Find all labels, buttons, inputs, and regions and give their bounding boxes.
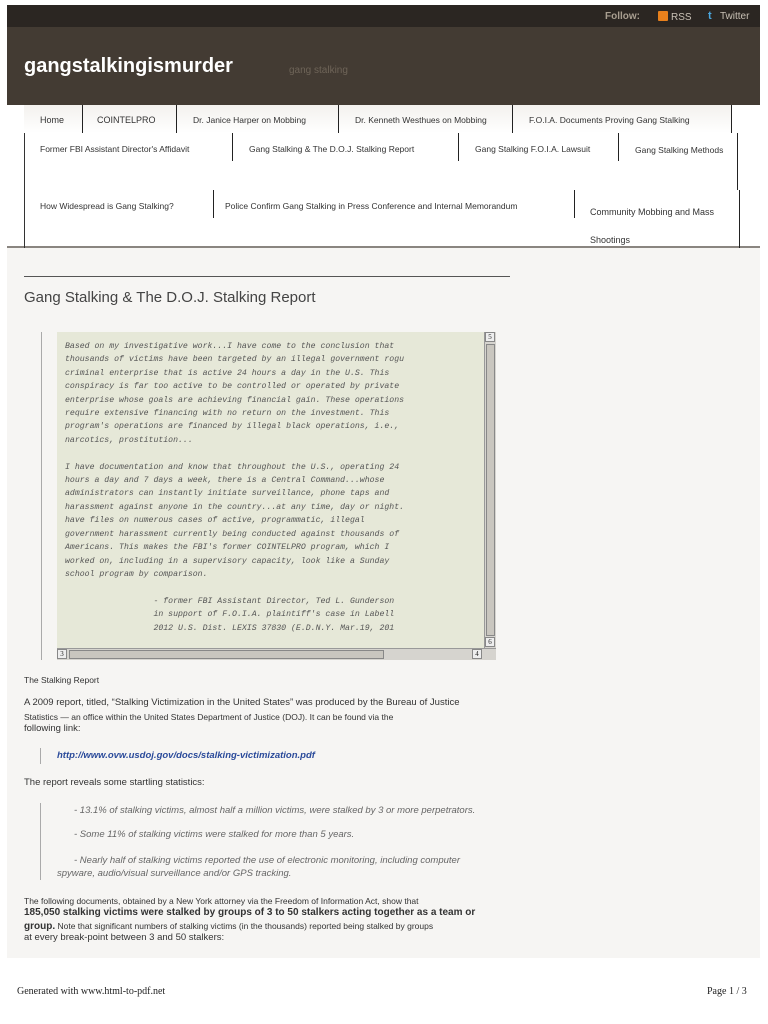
footer-generated: Generated with www.html-to-pdf.net (17, 986, 166, 997)
para3-line1: The following documents, obtained by a New York attorney via the Freedom of Information Act, show that (24, 896, 419, 906)
nav-how-widespread[interactable]: How Widespread is Gang Stalking? (24, 190, 214, 218)
nav-janice-harper[interactable]: Dr. Janice Harper on Mobbing (177, 105, 339, 133)
nav-cointelpro[interactable]: COINTELPRO (83, 105, 177, 133)
title-divider (24, 276, 510, 277)
nav-kenneth-westhues[interactable]: Dr. Kenneth Westhues on Mobbing (339, 105, 513, 133)
stats-quote-border (40, 803, 41, 880)
scroll-down-button[interactable]: 6 (485, 637, 495, 647)
rss-link[interactable] (658, 11, 692, 23)
twitter-icon: t (708, 10, 712, 22)
page-title: Gang Stalking & The D.O.J. Stalking Report (24, 289, 316, 306)
nav-foia-lawsuit[interactable]: Gang Stalking F.O.I.A. Lawsuit (459, 133, 619, 161)
para1-line1: A 2009 report, titled, “Stalking Victimization in the United States” was produced by the Bureau of Justice (24, 697, 460, 708)
follow-label: Follow: (605, 11, 640, 22)
twitter-link[interactable] (708, 11, 749, 22)
rss-icon (658, 11, 668, 21)
para3-line2: 185,050 stalking victims were stalked by groups of 3 to 50 stalkers acting together as a team or (24, 907, 476, 918)
horizontal-scrollbar[interactable] (57, 648, 496, 660)
nav-fbi-affidavit[interactable]: Former FBI Assistant Director's Affidavit (24, 133, 233, 161)
nav-stalking-methods[interactable]: Gang Stalking Methods (619, 133, 738, 190)
nav-doj-report[interactable]: Gang Stalking & The D.O.J. Stalking Report (233, 133, 459, 161)
twitter-label: Twitter (720, 11, 750, 22)
top-bar (7, 5, 760, 27)
report-link[interactable]: http://www.ovw.usdoj.gov/docs/stalking-victimization.pdf (57, 750, 315, 761)
scroll-left-button[interactable]: 3 (57, 649, 67, 659)
stat-item: - Nearly half of stalking victims reported the use of electronic monitoring, including computer (74, 855, 460, 866)
main-nav (7, 105, 760, 248)
para1-line3: following link: (24, 723, 81, 734)
quote-border (41, 332, 42, 660)
site-title[interactable]: gangstalkingismurder (24, 55, 233, 77)
stat-item: - Some 11% of stalking victims were stalked for more than 5 years. (74, 829, 355, 840)
footer-page-number: Page 1 / 3 (707, 986, 747, 997)
para3-line4: at every break-point between 3 and 50 stalkers: (24, 932, 225, 943)
stat-item: - 13.1% of stalking victims, almost half a million victims, were stalked by 3 or more perpetrators. (74, 805, 476, 816)
horizontal-scroll-thumb[interactable] (69, 650, 384, 659)
nav-police-confirm[interactable]: Police Confirm Gang Stalking in Press Conference and Internal Memorandum (214, 190, 575, 218)
nav-community-mobbing[interactable]: Community Mobbing and Mass Shootings (575, 190, 740, 248)
vertical-scrollbar[interactable] (484, 332, 496, 648)
stat-item: spyware, audio/visual surveillance and/or GPS tracking. (57, 868, 292, 879)
section-heading: The Stalking Report (24, 675, 100, 685)
rss-label: RSS (671, 12, 692, 23)
site-header (7, 27, 760, 105)
quote-box: Based on my investigative work...I have come to the conclusion that thousands of victims have been targeted by an illegal government rogu criminal enterprise that is active 24 hours a day in the U.S. This conspiracy is far too active to be controlled or operated by private enterprise whose goals are achieving financial gain. These operations require extensive financing with no return on the investment. This program's operations are financed by illegal black operations, i.e., narcotics, prostitution... I have documentation and know that throughout the U.S., operating 24 hours a day and 7 days a week, there is a Central Command...whose administrators can instantly initiate surveillance, phone taps and harassment against anyone in the country...at any time, day or night. have files on numerous cases of active, programmatic, illegal government harassment currently being conducted against thousands of Americans. This makes the FBI's former COINTELPRO program, which I worked on, including in a supervisory capacity, look like a Sunday school program by comparison. - former FBI Assistant Director, Ted L. Gunderson in support of F.O.I.A. plaintiff's case in Labell 2012 U.S. Dist. LEXIS 37830 (E.D.N.Y. Mar.19, 201 (57, 332, 484, 648)
para2: The report reveals some startling statistics: (24, 777, 205, 788)
nav-home[interactable]: Home (24, 105, 83, 133)
para3-line3: Note that significant numbers of stalking victims (in the thousands) reported being stalked by groups (55, 921, 434, 931)
site-tagline: gang stalking (289, 65, 348, 76)
para1-line2: Statistics — an office within the United States Department of Justice (DOJ). It can be found via the (24, 712, 394, 722)
scroll-right-button[interactable]: 4 (472, 649, 482, 659)
vertical-scroll-thumb[interactable] (486, 344, 495, 636)
scroll-up-button[interactable]: 5 (485, 332, 495, 342)
link-quote-border (40, 748, 41, 764)
para3-bold: group. (24, 921, 56, 932)
nav-foia-documents[interactable]: F.O.I.A. Documents Proving Gang Stalking (513, 105, 732, 133)
